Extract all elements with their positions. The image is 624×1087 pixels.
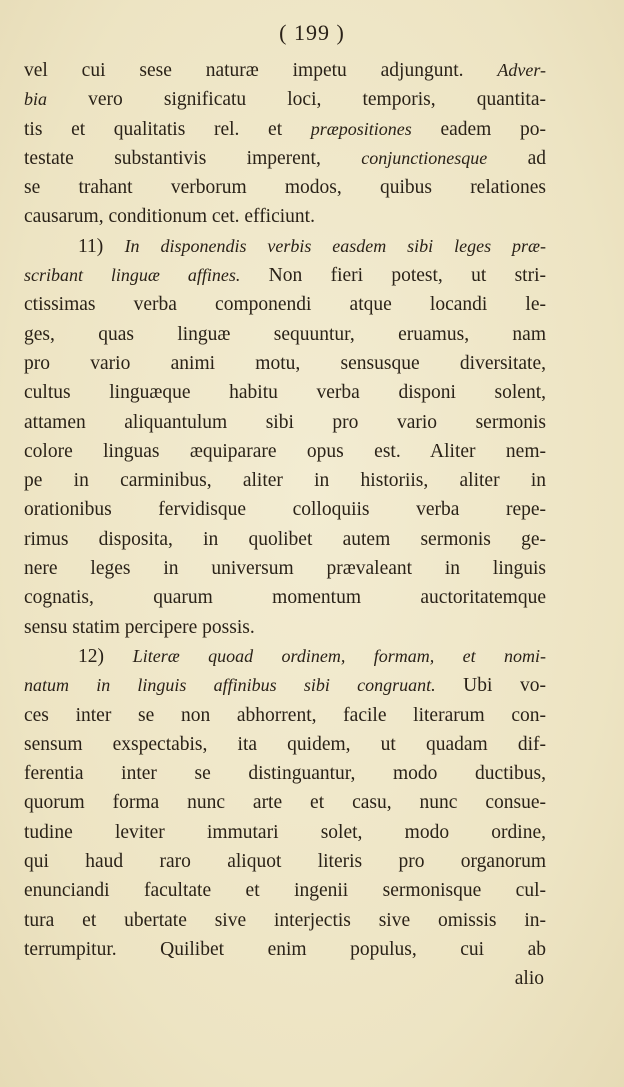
text-line: ctissimas verba componendi atque locandi le- [24, 294, 546, 316]
text-line: ces inter se non abhorrent, facile literarum con- [24, 704, 546, 726]
text-line: attamen aliquantulum sibi pro vario sermonis [24, 411, 546, 433]
body-text [24, 56, 546, 994]
text-line: rimus disposita, in quolibet autem sermonis ge- [24, 528, 546, 550]
text-line: natum in linguis affinibus sibi congruant. Ubi vo- [24, 675, 546, 697]
text-line: causarum, conditionum cet. efficiunt. [24, 206, 315, 228]
catchword: alio [514, 968, 544, 990]
text-line: quorum forma nunc arte et casu, nunc consue- [24, 792, 546, 814]
text-line: tis et qualitatis rel. et præpositiones eadem po- [24, 118, 546, 140]
text-line: testate substantivis imperent, conjunctionesque ad [24, 147, 546, 169]
text-line: tudine leviter immutari solet, modo ordine, [24, 821, 546, 843]
text-line: ferentia inter se distinguantur, modo ductibus, [24, 763, 546, 785]
text-line: cognatis, quarum momentum auctoritatemque [24, 587, 546, 609]
section-heading-11: 11) In disponendis verbis easdem sibi leges præ- [78, 235, 546, 257]
text-line: pe in carminibus, aliter in historiis, aliter in [24, 470, 546, 492]
text-line: se trahant verborum modos, quibus relationes [24, 177, 546, 199]
text-line: ges, quas linguæ sequuntur, eruamus, nam [24, 323, 546, 345]
text-line: vel cui sese naturæ impetu adjungunt. Adver- [24, 60, 546, 81]
text-line: scribant linguæ affines. Non fieri potest, ut stri- [24, 265, 546, 287]
text-line: pro vario animi motu, sensusque diversitate, [24, 352, 546, 374]
text-line: terrumpitur. Quilibet enim populus, cui ab [24, 938, 546, 960]
text-line: bia vero significatu loci, temporis, quantita- [24, 89, 546, 111]
text-line: cultus linguæque habitu verba disponi solent, [24, 382, 546, 404]
text-line: sensum exspectabis, ita quidem, ut quadam dif- [24, 733, 546, 755]
text-line: sensu statim percipere possis. [24, 616, 255, 638]
text-line: orationibus fervidisque colloquiis verba repe- [24, 499, 546, 521]
text-line: tura et ubertate sive interjectis sive omissis in- [24, 909, 546, 931]
text-line: colore linguas æquiparare opus est. Aliter nem- [24, 440, 546, 462]
text-line: nere leges in universum prævaleant in linguis [24, 558, 546, 580]
section-heading-12: 12) Literæ quoad ordinem, formam, et nomi- [78, 645, 546, 667]
page-number: ( 199 ) [279, 20, 345, 45]
text-line: enunciandi facultate et ingenii sermonisque cul- [24, 880, 546, 902]
text-line: qui haud raro aliquot literis pro organorum [24, 851, 546, 873]
